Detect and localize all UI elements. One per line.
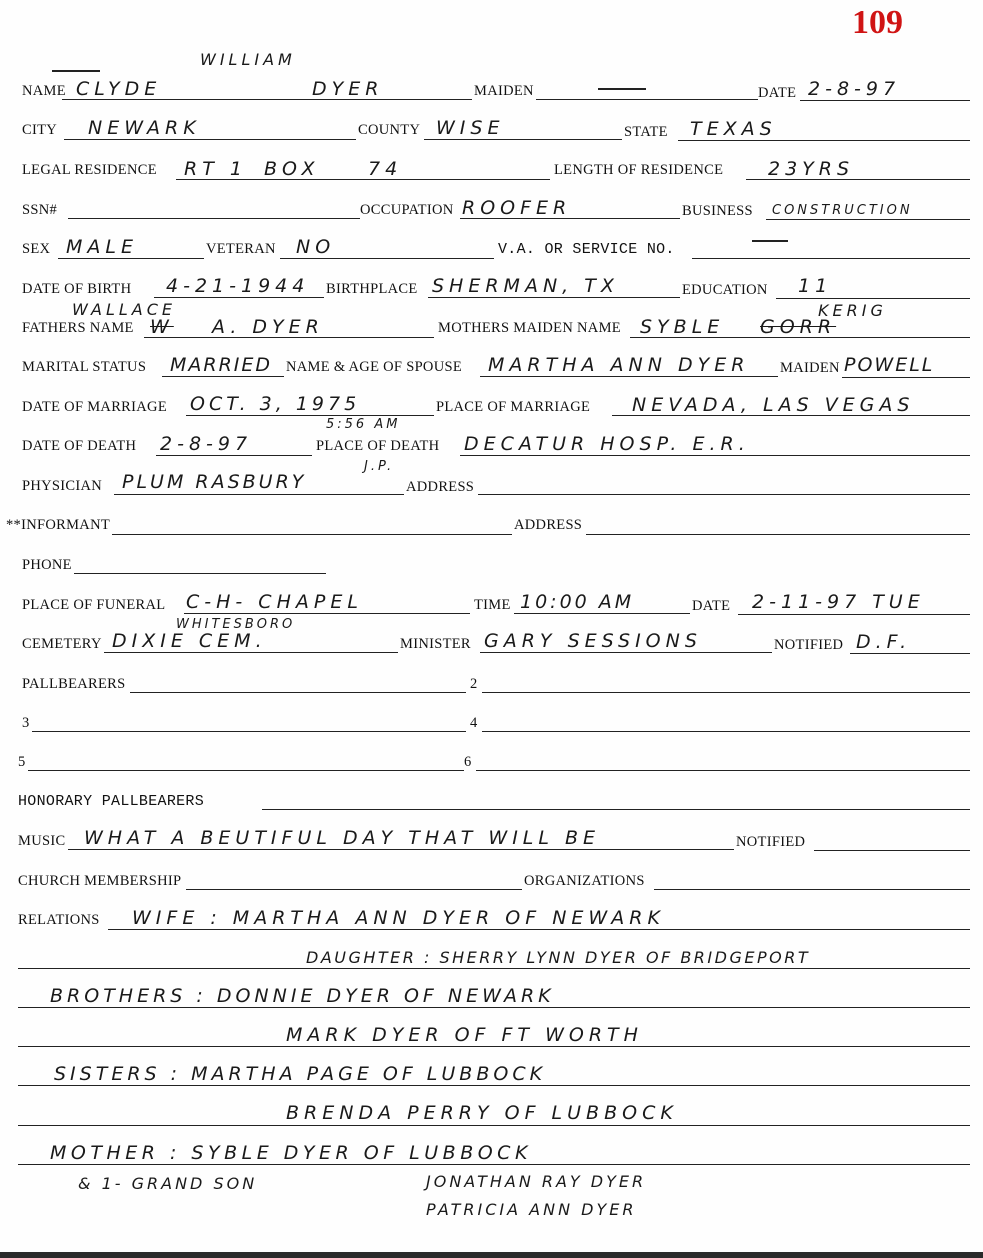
value-place-of-death: DECATUR HOSP. E.R. (464, 433, 750, 455)
name-first-above: WILLIAM (200, 50, 296, 69)
label-honorary-pallbearers: HONORARY PALLBEARERS (18, 793, 205, 810)
value-spouse: MARTHA ANN DYER (488, 354, 750, 376)
line-organizations (654, 889, 970, 890)
value-minister: GARY SESSIONS (484, 630, 702, 652)
value-physician: PLUM RASBURY (122, 471, 307, 493)
line-relations-7 (18, 1164, 970, 1165)
line-pallbearer-1 (130, 692, 466, 693)
label-name-age-spouse: NAME & AGE OF SPOUSE (286, 359, 462, 375)
value-place-of-funeral: C-H- CHAPEL (186, 591, 363, 613)
value-date-of-birth: 4-21-1944 (166, 275, 310, 297)
label-maiden-spouse: MAIDEN (780, 360, 840, 376)
label-date-of-marriage: DATE OF MARRIAGE (22, 399, 167, 415)
line-music-notified (814, 850, 970, 851)
label-name: NAME (22, 83, 66, 99)
label-fathers-name: FATHERS NAME (22, 320, 134, 336)
label-veteran: VETERAN (206, 241, 276, 257)
label-pallbearers: PALLBEARERS (22, 676, 126, 692)
label-city: CITY (22, 122, 58, 138)
label-funeral-date: DATE (692, 598, 731, 614)
relation-line-7: MOTHER : SYBLE DYER OF LUBBOCK (50, 1142, 532, 1164)
relation-line-5: SISTERS : MARTHA PAGE OF LUBBOCK (54, 1063, 547, 1085)
line-pallbearer-6 (476, 770, 970, 771)
label-sex: SEX (22, 241, 51, 257)
label-business: BUSINESS (682, 203, 753, 219)
relation-line-1: WIFE : MARTHA ANN DYER OF NEWARK (132, 907, 665, 929)
label-organizations: ORGANIZATIONS (524, 873, 645, 889)
value-occupation: ROOFER (462, 197, 572, 219)
value-mother-name: SYBLE (640, 316, 725, 338)
value-music: WHAT A BEUTIFUL DAY THAT WILL BE (84, 827, 601, 849)
line-birthplace (428, 297, 680, 298)
value-name-last: DYER (312, 78, 384, 100)
line-pallbearer-2 (482, 692, 970, 693)
value-business: CONSTRUCTION (772, 203, 913, 218)
value-state: TEXAS (690, 118, 777, 140)
value-length-of-residence: 23YRS (768, 158, 855, 180)
value-city: NEWARK (88, 117, 201, 139)
label-birthplace: BIRTHPLACE (326, 281, 418, 297)
line-music (68, 849, 734, 850)
line-spouse-maiden (842, 377, 970, 378)
line-pallbearer-4 (482, 731, 970, 732)
line-veteran (280, 258, 494, 259)
line-maiden (536, 99, 758, 100)
label-minister: MINISTER (400, 636, 471, 652)
relation-line-9: JONATHAN RAY DYER (426, 1172, 647, 1191)
label-pallbearer-4: 4 (470, 715, 478, 731)
label-education: EDUCATION (682, 282, 768, 298)
name-prefix-dash (52, 70, 100, 72)
line-date-of-birth (154, 297, 324, 298)
label-place-of-death: PLACE OF DEATH (316, 438, 440, 454)
label-marital-status: MARITAL STATUS (22, 359, 147, 375)
relation-line-10: PATRICIA ANN DYER (426, 1200, 637, 1219)
value-sex: MALE (66, 236, 138, 258)
label-pallbearer-5: 5 (18, 754, 26, 770)
label-va-service: V.A. OR SERVICE NO. (498, 241, 675, 258)
line-pallbearer-3 (32, 731, 466, 732)
label-relations: RELATIONS (18, 912, 100, 928)
value-date-of-marriage: OCT. 3, 1975 (190, 393, 361, 415)
label-maiden: MAIDEN (474, 83, 534, 99)
line-minister (480, 652, 772, 653)
line-place-of-funeral (184, 613, 470, 614)
value-cemetery-above: WHITESBORO (176, 617, 296, 632)
line-relations-5 (18, 1085, 970, 1086)
label-county: COUNTY (358, 122, 421, 138)
label-pallbearer-3: 3 (22, 715, 30, 731)
line-phone (74, 573, 326, 574)
label-music-notified: NOTIFIED (736, 834, 806, 850)
label-time: TIME (474, 597, 511, 613)
label-legal-residence: LEGAL RESIDENCE (22, 162, 157, 178)
line-relations-4 (18, 1046, 970, 1047)
line-county (424, 139, 622, 140)
relation-line-2: DAUGHTER : SHERRY LYNN DYER OF BRIDGEPORT (306, 948, 811, 967)
line-church-membership (186, 889, 522, 890)
line-physician (114, 494, 404, 495)
value-legal-residence-b: BOX (264, 158, 320, 180)
value-place-of-marriage: NEVADA, LAS VEGAS (632, 394, 915, 416)
label-place-of-funeral: PLACE OF FUNERAL (22, 597, 166, 613)
label-informant-address: ADDRESS (514, 517, 583, 533)
value-funeral-date: 2-11-97 TUE (752, 591, 925, 613)
value-education: 11 (798, 275, 833, 297)
value-cemetery: DIXIE CEM. (112, 630, 267, 652)
line-relations-2 (18, 968, 970, 969)
relation-line-3: BROTHERS : DONNIE DYER OF NEWARK (50, 985, 555, 1007)
value-veteran: NO (296, 236, 336, 258)
relation-line-6: BRENDA PERRY OF LUBBOCK (286, 1102, 678, 1124)
label-date: DATE (758, 85, 797, 101)
label-informant: **INFORMANT (6, 517, 110, 533)
value-legal-residence-a: RT 1 (184, 158, 247, 180)
line-relations-1 (108, 929, 970, 930)
value-date: 2-8-97 (808, 78, 901, 100)
scan-bottom-edge (0, 1252, 983, 1258)
page-number: 109 (852, 4, 903, 41)
label-church-membership: CHURCH MEMBERSHIP (18, 873, 182, 889)
value-father-name: A. DYER (212, 316, 324, 338)
label-date-of-birth: DATE OF BIRTH (22, 281, 132, 297)
value-county: WISE (436, 117, 505, 139)
line-education (776, 298, 970, 299)
label-place-of-marriage: PLACE OF MARRIAGE (436, 399, 591, 415)
line-va-service (692, 258, 970, 259)
line-sex (58, 258, 204, 259)
label-address: ADDRESS (406, 479, 475, 495)
value-father-struck: W (150, 316, 174, 338)
label-mothers-maiden-name: MOTHERS MAIDEN NAME (438, 320, 621, 336)
value-spouse-maiden: POWELL (844, 354, 935, 376)
va-service-dash (752, 240, 788, 242)
line-business (766, 219, 970, 220)
label-pallbearer-6: 6 (464, 754, 472, 770)
line-date-of-death (156, 455, 312, 456)
line-pallbearer-5 (28, 770, 464, 771)
line-city (64, 139, 356, 140)
value-physician-above: J.P. (364, 459, 395, 474)
value-mother-struck: GORR (760, 316, 837, 338)
line-spouse (480, 376, 778, 377)
line-date (800, 100, 970, 101)
line-relations-6 (18, 1125, 970, 1126)
value-legal-residence-c: 74 (368, 158, 403, 180)
maiden-dash (598, 88, 646, 90)
line-cemetery (104, 652, 398, 653)
label-date-of-death: DATE OF DEATH (22, 438, 137, 454)
label-occupation: OCCUPATION (360, 202, 454, 218)
label-notified: NOTIFIED (774, 637, 844, 653)
label-phone: PHONE (22, 557, 72, 573)
value-date-of-death: 2-8-97 (160, 433, 253, 455)
value-father-above: WALLACE (72, 300, 177, 319)
line-marital-status (162, 376, 284, 377)
label-music: MUSIC (18, 833, 66, 849)
value-marriage-time: 5:56 AM (326, 417, 401, 432)
label-pallbearer-2: 2 (470, 676, 478, 692)
value-birthplace: SHERMAN, TX (432, 275, 619, 297)
label-length-of-residence: LENGTH OF RESIDENCE (554, 162, 724, 178)
line-honorary-pallbearers (262, 809, 970, 810)
line-address (478, 494, 970, 495)
label-cemetery: CEMETERY (22, 636, 102, 652)
value-mother-above: KERIG (818, 301, 887, 320)
label-physician: PHYSICIAN (22, 478, 103, 494)
line-informant-address (586, 534, 970, 535)
relation-line-4: MARK DYER OF FT WORTH (286, 1024, 643, 1046)
line-funeral-date (738, 614, 970, 615)
line-relations-3 (18, 1007, 970, 1008)
value-name-first: CLYDE (76, 78, 162, 100)
line-time (514, 613, 690, 614)
label-ssn: SSN# (22, 202, 58, 218)
line-notified (850, 653, 970, 654)
relation-line-8: & 1- GRAND SON (78, 1174, 258, 1193)
line-ssn (68, 218, 360, 219)
line-date-of-marriage (186, 415, 434, 416)
value-time: 10:00 AM (520, 591, 635, 613)
line-state (678, 140, 970, 141)
line-place-of-death (460, 455, 970, 456)
line-informant (112, 534, 512, 535)
value-marital-status: MARRIED (170, 354, 273, 376)
value-notified: D.F. (856, 631, 912, 653)
label-state: STATE (624, 124, 668, 140)
